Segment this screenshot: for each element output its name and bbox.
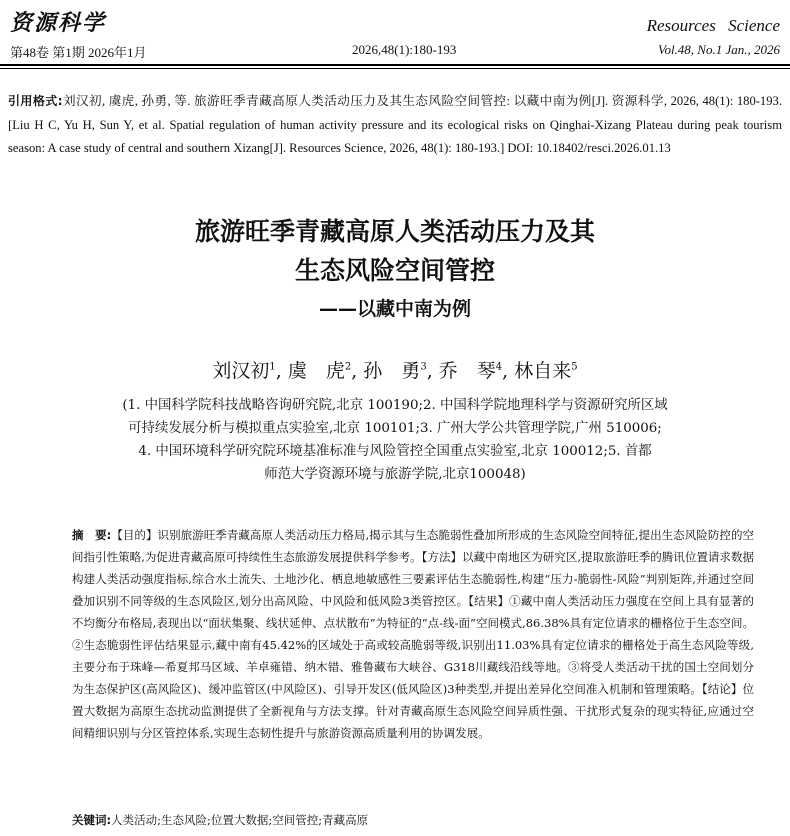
citation-short: 2026,48(1):180-193 xyxy=(352,42,457,57)
author: 乔 琴$^4$, xyxy=(438,360,509,382)
title-line-1: 旅游旺季青藏高原人类活动压力及其 xyxy=(194,217,595,246)
abstract-text: 【目的】识别旅游旺季青藏高原人类活动压力格局,揭示其与生态脆弱性叠加所形成的生态风险空间特征,提出生态风险防控的空间指引性策略,为促进青藏高原可持续性生态旅游发展提供科学参考。【方法】以藏中南地区为研究区,提取旅游旺季的腾讯位置请求数据构建人类活动强度指标,综合水土流失、土地沙化、栖息地敏感性三要素评估生态脆弱性,构建“压力-脆弱性-风险”判别矩阵,并通过空间叠加识别不同等级的生态风险区,划分出高风险、中风险和低风险3类管控区。【结果】①藏中南人类活动压力强度在空间上具有显著的不均衡分布格局,表现出以“面状集聚、线状延伸、点状散布”为特征的“点-线-面”空间模式,86.38%具有定位请求的栅格位于生态空间。②生态脆弱性评估结果显示,藏中南有45.42%的区域处于高或较高脆弱等级,识别出11.03%具有定位请求的栅格处于高生态风险等级,主要分布于珠峰—希夏邦马区域、羊卓雍错、纳木错、雅鲁藏布大峡谷、G318川藏线沿线等地。③将受人类活动干扰的国土空间划分为生态保护区(高风险区)、缓冲监管区(中风险区)、引导开发区(低风险区)3种类型,并提出差异化空间准入机制和管理策略。【结论】位置大数据为高原生态扰动监测提供了全新视角与方法支撑。针对青藏高原生态风险空间异质性强、干扰形式复杂的现实特征,应通过空间精细识别与分区管控体系,实现生态韧性提升与旅游资源高质量利用的协调发展。 xyxy=(72,528,754,740)
citation-text: 刘汉初, 虞虎, 孙勇, 等. 旅游旺季青藏高原人类活动压力及其生态风险空间管控: 以藏中南为例[J]. 资源科学, 2026, 48(1): 180-193. [Liu H C, Yu H, Sun Y, et al. Spatial regulation of human activity pressure and its ecological risks on Qinghai-Xizang Plateau during peak tourism season: A case study of central and southern Xizang[J]. Resources Science, 2026, 48(1): 180-193.] DOI: 10.18402/resci.2026.01.13 xyxy=(8,94,782,155)
volume-issue-en: Vol.48, No.1 Jan., 2026 xyxy=(657,42,780,57)
affiliations xyxy=(60,394,730,486)
journal-name: 资源科学 xyxy=(10,10,107,36)
author: 孙 勇$^3$, xyxy=(363,360,433,382)
affiliation-line: 可持续发展分析与模拟重点实验室,北京 100101;3. 广州大学公共管理学院,广州 510006; xyxy=(128,421,662,436)
affiliation-line: 师范大学资源环境与旅游学院,北京100048) xyxy=(264,467,526,482)
header-rule-thin xyxy=(0,68,790,69)
affiliation-line: 4. 中国环境科学研究院环境基准标准与风险管控全国重点实验室,北京 100012;5. 首都 xyxy=(138,444,652,459)
citation-block xyxy=(8,90,782,161)
article-subtitle: ——以藏中南为例 xyxy=(318,298,471,320)
title-line-2: 生态风险空间管控 xyxy=(294,256,495,285)
author: 刘汉初$^1$, xyxy=(212,360,282,382)
author: 虞 虎$^2$, xyxy=(287,360,358,382)
citation-label: 引用格式: xyxy=(8,94,63,108)
author: 林自来$^5$ xyxy=(514,360,578,382)
journal-name-en: Resources Science xyxy=(646,16,780,35)
keywords xyxy=(72,812,754,828)
abstract-label: 摘 要: xyxy=(72,528,112,542)
volume-issue-cn: 第48卷 第1期 2026年1月 xyxy=(10,45,147,60)
abstract xyxy=(72,524,754,744)
affiliation-line: (1. 中国科学院科技战略咨询研究院,北京 100190;2. 中国科学院地理科学与资源研究所区域 xyxy=(122,398,668,413)
article-title xyxy=(0,212,790,290)
keywords-label: 关键词: xyxy=(72,813,112,827)
author-list xyxy=(0,356,790,383)
header-rule-thick xyxy=(0,64,790,66)
keywords-text: 人类活动;生态风险;位置大数据;空间管控;青藏高原 xyxy=(111,813,369,827)
